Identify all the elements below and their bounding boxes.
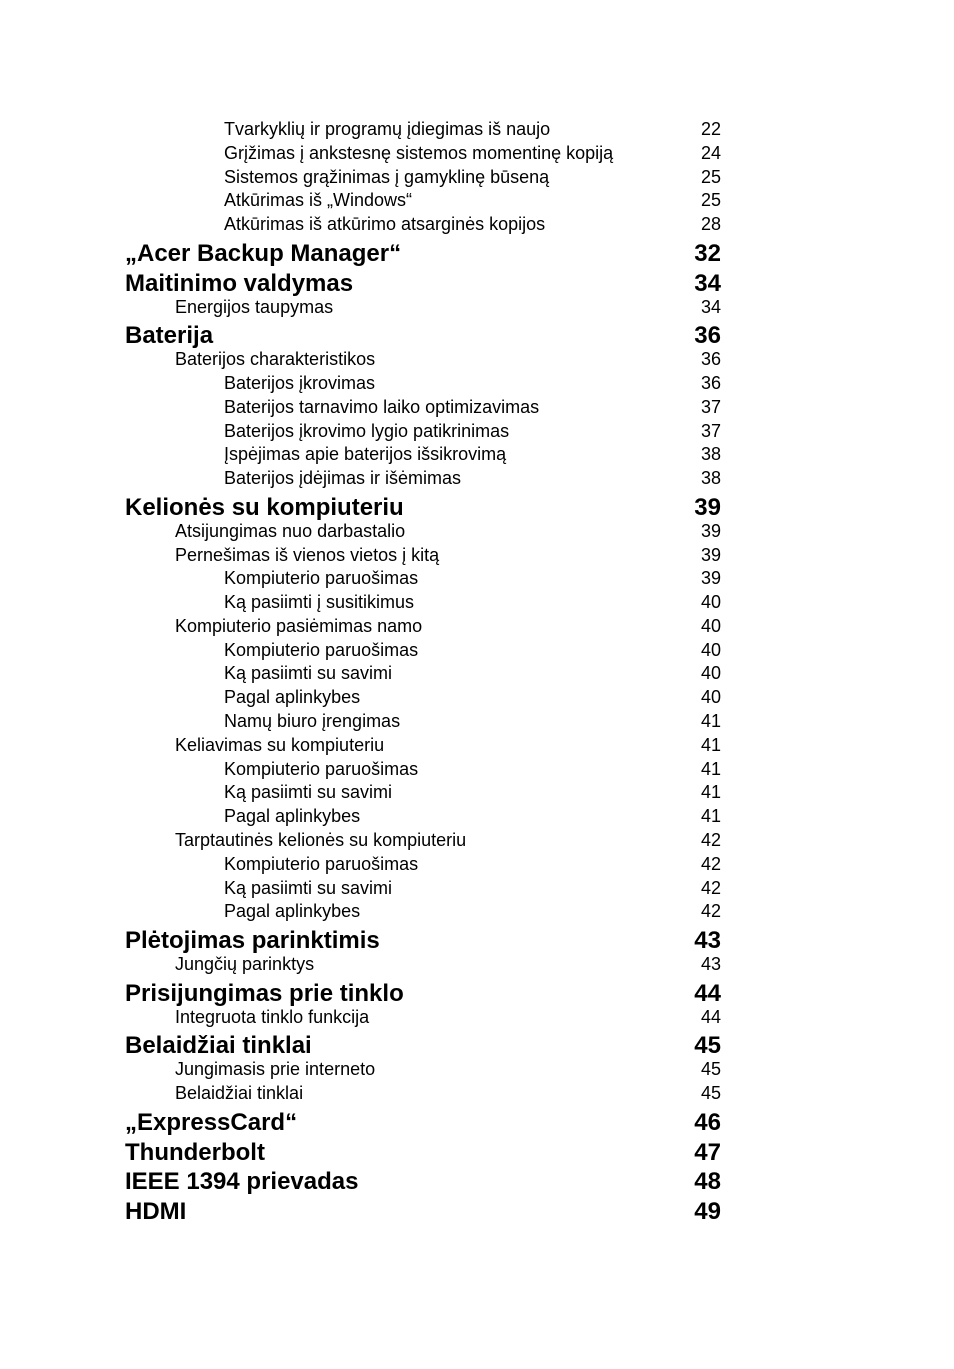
toc-page-number: 38 bbox=[700, 444, 721, 464]
toc-page-number: 45 bbox=[694, 1032, 721, 1059]
toc-subsection bbox=[0, 189, 954, 211]
toc-section bbox=[0, 953, 954, 975]
toc-entry-title: Ką pasiimti su savimi bbox=[224, 878, 393, 898]
toc-page-number: 41 bbox=[700, 782, 721, 802]
toc-entry-title: Tvarkyklių ir programų įdiegimas iš naujo bbox=[224, 119, 551, 139]
toc-entry-title: Jungimasis prie interneto bbox=[175, 1059, 376, 1079]
toc-page-number: 45 bbox=[700, 1083, 721, 1103]
toc-chapter bbox=[0, 240, 954, 268]
toc-page-number: 41 bbox=[700, 806, 721, 826]
toc-page-number: 37 bbox=[700, 397, 721, 417]
toc-chapter bbox=[0, 1139, 954, 1167]
toc-entry-title: Thunderbolt bbox=[125, 1139, 265, 1166]
toc-page-number: 44 bbox=[700, 1007, 721, 1027]
toc-page-number: 47 bbox=[694, 1139, 721, 1166]
toc-page-number: 41 bbox=[700, 759, 721, 779]
toc-entry-title: „ExpressCard“ bbox=[125, 1109, 298, 1136]
toc-page-number: 46 bbox=[694, 1109, 721, 1136]
toc-entry-title: Plėtojimas parinktimis bbox=[125, 927, 380, 954]
toc-page-number: 25 bbox=[700, 190, 721, 210]
toc-chapter bbox=[0, 270, 954, 298]
toc-subsection bbox=[0, 781, 954, 803]
toc-chapter bbox=[0, 927, 954, 955]
toc-entry-title: Pagal aplinkybes bbox=[224, 806, 361, 826]
toc-entry-title: Belaidžiai tinklai bbox=[125, 1032, 312, 1059]
toc-section bbox=[0, 296, 954, 318]
toc-entry-title: Sistemos grąžinimas į gamyklinę būseną bbox=[224, 167, 550, 187]
toc-entry-title: Pagal aplinkybes bbox=[224, 901, 361, 921]
toc-page-number: 25 bbox=[700, 167, 721, 187]
toc-subsection bbox=[0, 372, 954, 394]
toc-page-number: 22 bbox=[700, 119, 721, 139]
toc-entry-title: Kelionės su kompiuteriu bbox=[125, 494, 404, 521]
toc-chapter bbox=[0, 1109, 954, 1137]
toc-subsection bbox=[0, 662, 954, 684]
toc-chapter bbox=[0, 322, 954, 350]
toc-entry-title: Baterijos įkrovimas bbox=[224, 373, 376, 393]
toc-page-number: 43 bbox=[700, 954, 721, 974]
toc-entry-title: Ką pasiimti į susitikimus bbox=[224, 592, 415, 612]
toc-page-number: 48 bbox=[694, 1168, 721, 1195]
toc-page-number: 32 bbox=[694, 240, 721, 267]
toc-subsection bbox=[0, 710, 954, 732]
toc-entry-title: Baterijos įkrovimo lygio patikrinimas bbox=[224, 421, 510, 441]
toc-subsection bbox=[0, 118, 954, 140]
toc-subsection bbox=[0, 877, 954, 899]
toc-section bbox=[0, 544, 954, 566]
toc-subsection bbox=[0, 639, 954, 661]
toc-section bbox=[0, 734, 954, 756]
toc-page-number: 45 bbox=[700, 1059, 721, 1079]
toc-page-number: 43 bbox=[694, 927, 721, 954]
toc-subsection bbox=[0, 805, 954, 827]
toc-subsection bbox=[0, 420, 954, 442]
toc-chapter bbox=[0, 1168, 954, 1196]
toc-section bbox=[0, 829, 954, 851]
toc-page-number: 40 bbox=[700, 663, 721, 683]
toc-entry-title: Tarptautinės kelionės su kompiuteriu bbox=[175, 830, 467, 850]
toc-entry-title: Pagal aplinkybes bbox=[224, 687, 361, 707]
toc-entry-title: Baterijos tarnavimo laiko optimizavimas bbox=[224, 397, 540, 417]
toc-page-number: 39 bbox=[700, 521, 721, 541]
toc-entry-title: Kompiuterio paruošimas bbox=[224, 854, 419, 874]
toc-chapter bbox=[0, 980, 954, 1008]
toc-entry-title: Integruota tinklo funkcija bbox=[175, 1007, 370, 1027]
toc-chapter bbox=[0, 494, 954, 522]
toc-page-number: 34 bbox=[700, 297, 721, 317]
toc-entry-title: Baterijos charakteristikos bbox=[175, 349, 376, 369]
toc-page-number: 42 bbox=[700, 854, 721, 874]
toc-entry-title: Kompiuterio pasiėmimas namo bbox=[175, 616, 423, 636]
toc-page-number: 24 bbox=[700, 143, 721, 163]
toc-page-number: 44 bbox=[694, 980, 721, 1007]
toc-section bbox=[0, 348, 954, 370]
toc-page-number: 36 bbox=[700, 349, 721, 369]
toc-subsection bbox=[0, 166, 954, 188]
toc-page-number: 39 bbox=[700, 568, 721, 588]
toc-entry-title: Kompiuterio paruošimas bbox=[224, 640, 419, 660]
toc-subsection bbox=[0, 900, 954, 922]
toc-section bbox=[0, 1006, 954, 1028]
toc-entry-title: Baterijos įdėjimas ir išėmimas bbox=[224, 468, 462, 488]
toc-entry-title: Atsijungimas nuo darbastalio bbox=[175, 521, 406, 541]
toc-entry-title: HDMI bbox=[125, 1198, 187, 1225]
toc-page-number: 39 bbox=[700, 545, 721, 565]
toc-chapter bbox=[0, 1198, 954, 1226]
toc-subsection bbox=[0, 591, 954, 613]
toc-entry-title: Pernešimas iš vienos vietos į kitą bbox=[175, 545, 440, 565]
toc-entry-title: Ką pasiimti su savimi bbox=[224, 663, 393, 683]
toc-page-number: 42 bbox=[700, 901, 721, 921]
toc-page-number: 40 bbox=[700, 616, 721, 636]
toc-chapter bbox=[0, 1032, 954, 1060]
toc-page-number: 34 bbox=[694, 270, 721, 297]
toc-entry-title: Jungčių parinktys bbox=[175, 954, 315, 974]
toc-entry-title: Baterija bbox=[125, 322, 214, 349]
toc-subsection bbox=[0, 467, 954, 489]
toc-page-number: 37 bbox=[700, 421, 721, 441]
toc-page-number: 40 bbox=[700, 592, 721, 612]
toc-subsection bbox=[0, 396, 954, 418]
toc-subsection bbox=[0, 686, 954, 708]
toc-page-number: 40 bbox=[700, 687, 721, 707]
toc-subsection bbox=[0, 213, 954, 235]
toc-section bbox=[0, 1058, 954, 1080]
toc-entry-title: Keliavimas su kompiuteriu bbox=[175, 735, 385, 755]
toc-section bbox=[0, 615, 954, 637]
toc-subsection bbox=[0, 567, 954, 589]
toc-page-number: 39 bbox=[694, 494, 721, 521]
toc-entry-title: IEEE 1394 prievadas bbox=[125, 1168, 359, 1195]
toc-entry-title: Maitinimo valdymas bbox=[125, 270, 354, 297]
toc-entry-title: Įspėjimas apie baterijos išsikrovimą bbox=[224, 444, 507, 464]
toc-page-number: 40 bbox=[700, 640, 721, 660]
toc-page-number: 49 bbox=[694, 1198, 721, 1225]
toc-entry-title: Energijos taupymas bbox=[175, 297, 334, 317]
toc-subsection bbox=[0, 443, 954, 465]
toc-entry-title: Belaidžiai tinklai bbox=[175, 1083, 304, 1103]
toc-subsection bbox=[0, 142, 954, 164]
toc-entry-title: Ką pasiimti su savimi bbox=[224, 782, 393, 802]
toc-section bbox=[0, 1082, 954, 1104]
toc-entry-title: „Acer Backup Manager“ bbox=[125, 240, 402, 267]
toc-page-number: 36 bbox=[694, 322, 721, 349]
toc-subsection bbox=[0, 758, 954, 780]
toc-page-number: 42 bbox=[700, 830, 721, 850]
toc-entry-title: Atkūrimas iš atkūrimo atsarginės kopijos bbox=[224, 214, 546, 234]
toc-entry-title: Kompiuterio paruošimas bbox=[224, 568, 419, 588]
toc-page-number: 41 bbox=[700, 735, 721, 755]
toc-entry-title: Prisijungimas prie tinklo bbox=[125, 980, 404, 1007]
toc-entry-title: Kompiuterio paruošimas bbox=[224, 759, 419, 779]
toc-subsection bbox=[0, 853, 954, 875]
toc-entry-title: Grįžimas į ankstesnę sistemos momentinę kopiją bbox=[224, 143, 614, 163]
toc-page-number: 42 bbox=[700, 878, 721, 898]
toc-page-number: 38 bbox=[700, 468, 721, 488]
toc-page-number: 41 bbox=[700, 711, 721, 731]
toc-entry-title: Atkūrimas iš „Windows“ bbox=[224, 190, 413, 210]
toc-section bbox=[0, 520, 954, 542]
toc-page-number: 28 bbox=[700, 214, 721, 234]
toc-page-number: 36 bbox=[700, 373, 721, 393]
toc-entry-title: Namų biuro įrengimas bbox=[224, 711, 401, 731]
